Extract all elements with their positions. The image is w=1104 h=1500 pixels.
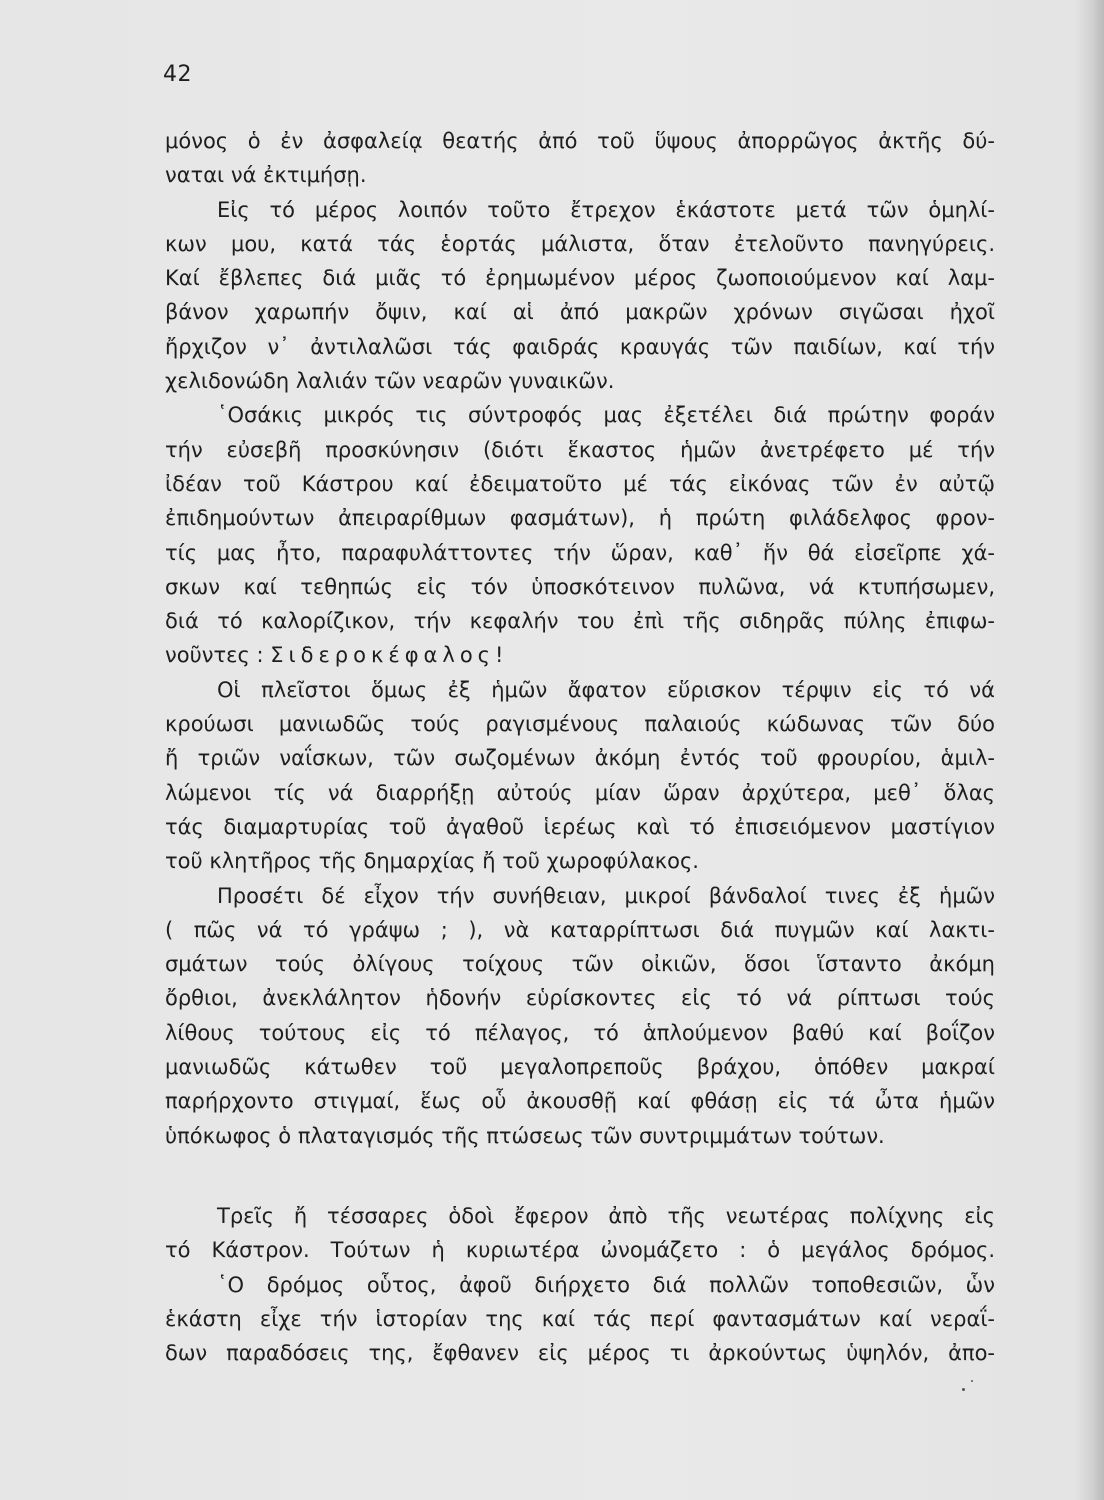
- text-line: δων παραδόσεις της, ἔφθανεν εἰς μέρος τι ἀρκούντως ὑψηλόν, ἀπο-: [165, 1341, 995, 1366]
- print-speck: [971, 1380, 973, 1382]
- text-line: τοῦ κλητῆρος τῆς δημαρχίας ἤ τοῦ χωροφύλακος.: [165, 849, 699, 874]
- page-edge-shadow: [1076, 0, 1104, 1500]
- text-line: ἤρχιζον ν᾽ ἀντιλαλῶσι τάς φαιδράς κραυγάς τῶν παιδίων, καί τήν: [165, 334, 995, 359]
- paragraph-start-line: Οἱ πλεῖστοι ὅμως ἐξ ἡμῶν ἄφατον εὕρισκον τέρψιν εἰς τό νά: [217, 677, 995, 702]
- paragraph-start-line: Εἰς τό μέρος λοιπόν τοῦτο ἔτρεχον ἑκάστοτε μετά τῶν ὁμηλί-: [217, 197, 995, 222]
- text-line: ὄρθιοι, ἀνεκλάλητον ἡδονήν εὑρίσκοντες εἰς τό νά ρίπτωσι τούς: [165, 986, 995, 1011]
- text-line: τήν εὐσεβῆ προσκύνησιν (διότι ἕκαστος ἡμῶν ἀνετρέφετο μέ τήν: [165, 437, 995, 462]
- text-line: ἐπιδημούντων ἀπειραρίθμων φασμάτων), ἡ πρώτη φιλάδελφος φρον-: [165, 506, 995, 531]
- paragraph-start-line: ῾Οσάκις μικρός τις σύντροφός μας ἐξετέλει διά πρώτην φοράν: [217, 403, 995, 428]
- text-line: ( πῶς νά τό γράψω ; ), νὰ καταρρίπτωσι διά πυγμῶν καί λακτι-: [165, 917, 995, 942]
- text-line: μανιωδῶς κάτωθεν τοῦ μεγαλοπρεποῦς βράχου, ὁπόθεν μακραί: [165, 1055, 995, 1080]
- text-line: λώμενοι τίς νά διαρρήξῃ αὐτούς μίαν ὥραν ἀρχύτερα, μεθ᾽ ὅλας: [165, 780, 995, 805]
- section-gap: [165, 1153, 995, 1199]
- text-line: ἤ τριῶν ναΐσκων, τῶν σωζομένων ἀκόμη ἐντός τοῦ φρουρίου, ἁμιλ-: [165, 746, 995, 771]
- text-line: σκων καί τεθηπώς εἰς τόν ὑποσκότεινον πυλῶνα, νά κτυπήσωμεν,: [165, 574, 995, 599]
- text-line: ἰδέαν τοῦ Κάστρου καί ἐδειματοῦτο μέ τάς εἰκόνας τῶν ἐν αὐτῷ: [165, 471, 995, 496]
- text-line: τό Κάστρον. Τούτων ἡ κυριωτέρα ὠνομάζετο : ὁ μεγάλος δρόμος.: [165, 1238, 995, 1263]
- text-line: διά τό καλορίζικον, τήν κεφαλήν του ἐπὶ τῆς σιδηρᾶς πύλης ἐπιφω-: [165, 609, 995, 634]
- text-line: μόνος ὁ ἐν ἀσφαλείᾳ θεατής ἀπό τοῦ ὕψους ἀπορρῶγος ἀκτῆς δύ-: [165, 129, 995, 153]
- text-line: κων μου, κατά τάς ἑορτάς μάλιστα, ὅταν ἐτελοῦντο πανηγύρεις.: [165, 231, 995, 256]
- text-line: βάνον χαρωπήν ὄψιν, καί αἱ ἀπό μακρῶν χρόνων σιγῶσαι ἠχοῖ: [165, 300, 995, 325]
- body-text: [165, 124, 995, 1370]
- text-line: παρήρχοντο στιγμαί, ἕως οὗ ἀκουσθῇ καί φθάσῃ εἰς τά ὦτα ἡμῶν: [165, 1089, 995, 1114]
- text-line: χελιδονώδη λαλιάν τῶν νεαρῶν γυναικῶν.: [165, 369, 615, 394]
- print-speck: [962, 1388, 965, 1391]
- paragraph-start-line: ῾Ο δρόμος οὗτος, ἀφοῦ διήρχετο διά πολλῶν τοποθεσιῶν, ὧν: [217, 1272, 995, 1297]
- text-fragment: νοῦντες :: [165, 643, 264, 668]
- text-line: ὑπόκωφος ὁ πλαταγισμός τῆς πτώσεως τῶν συντριμμάτων τούτων.: [165, 1123, 885, 1148]
- emphasized-word: Σιδεροκέφαλος!: [270, 643, 509, 668]
- text-line: λίθους τούτους εἰς τό πέλαγος, τό ἁπλούμενον βαθύ καί βοΐζον: [165, 1020, 995, 1045]
- paragraph-start-line: Τρεῖς ἤ τέσσαρες ὁδοὶ ἔφερον ἀπὸ τῆς νεωτέρας πολίχνης εἰς: [217, 1203, 995, 1228]
- text-line: ναται νά ἐκτιμήσῃ.: [165, 163, 367, 188]
- page-number: 42: [163, 62, 192, 87]
- text-line: σμάτων τούς ὀλίγους τοίχους τῶν οἰκιῶν, ὅσοι ἵσταντο ἀκόμη: [165, 952, 995, 977]
- text-line: [165, 638, 995, 672]
- paragraph-start-line: Προσέτι δέ εἶχον τήν συνήθειαν, μικροί βάνδαλοί τινες ἐξ ἡμῶν: [217, 883, 995, 908]
- text-line: τίς μας ἦτο, παραφυλάττοντες τήν ὥραν, καθ᾽ ἥν θά εἰσεῖρπε χά-: [165, 540, 995, 565]
- text-line: τάς διαμαρτυρίας τοῦ ἀγαθοῦ ἱερέως καὶ τό ἐπισειόμενον μαστίγιον: [165, 814, 995, 839]
- text-line: κρούωσι μανιωδῶς τούς ραγισμένους παλαιούς κώδωνας τῶν δύο: [165, 712, 995, 737]
- text-line: Καί ἔβλεπες διά μιᾶς τό ἐρημωμένον μέρος ζωοποιούμενον καί λαμ-: [165, 266, 995, 291]
- text-line: ἑκάστη εἶχε τήν ἱστορίαν της καί τάς περί φαντασμάτων καί νεραΐ-: [165, 1306, 995, 1331]
